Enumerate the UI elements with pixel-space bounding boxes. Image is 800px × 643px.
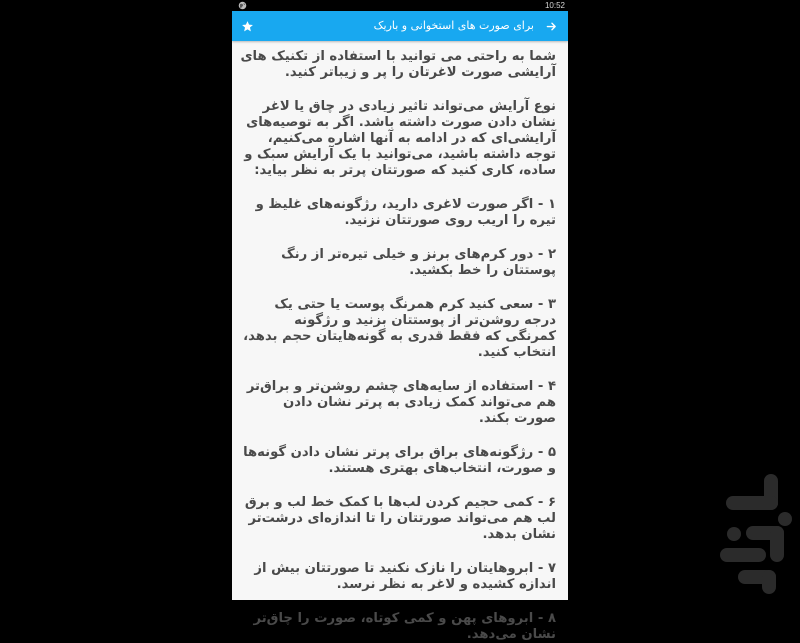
arrow-right-icon bbox=[546, 21, 557, 32]
tip-6: ۶ - کمی حجیم کردن لب‌ها با کمک خط لب و برق لب هم می‌تواند صورتتان را تا اندازه‌ای درشت‌تر نشان بدهد. bbox=[244, 495, 556, 542]
tip-4: ۴ - استفاده از سایه‌های چشم روشن‌تر و براق‌تر هم می‌تواند کمک زیادی به پرتر نشان دادن صورت بکند. bbox=[246, 379, 556, 426]
status-time: 10:52 bbox=[544, 1, 565, 10]
globe-icon bbox=[238, 1, 247, 10]
tip-7: ۷ - ابروهایتان را نازک نکنید تا صورتتان بیش از اندازه کشیده و لاغر به نظر نرسد. bbox=[254, 561, 556, 592]
article-content[interactable] bbox=[232, 41, 568, 642]
phone-screen bbox=[232, 0, 568, 642]
tip-2: ۲ - دور کرم‌های برنز و خیلی تیره‌تر از رنگ پوستتان را خط بکشید. bbox=[281, 247, 556, 278]
bazaar-logo-icon bbox=[720, 472, 796, 596]
article-paragraph-intro: شما به راحتی می توانید با استفاده از تکنیک های آرایشی صورت لاغرتان را پر و زیباتر کنید. bbox=[240, 49, 556, 80]
favorite-button[interactable] bbox=[238, 17, 256, 35]
star-icon bbox=[241, 20, 254, 33]
tip-1: ۱ - اگر صورت لاغری دارید، رژگونه‌های غلیظ و تیره را اریب روی صورتتان نزنید. bbox=[255, 197, 556, 228]
back-button[interactable] bbox=[542, 17, 560, 35]
tip-5: ۵ - رژگونه‌های براق برای پرتر نشان دادن گونه‌ها و صورت، انتخاب‌های بهتری هستند. bbox=[243, 445, 556, 476]
tip-8: ۸ - ابروهای پهن و کمی کوتاه، صورت را چاق‌تر نشان می‌دهد. bbox=[253, 611, 556, 642]
app-toolbar bbox=[232, 11, 568, 41]
status-bar bbox=[232, 0, 568, 11]
tip-3: ۳ - سعی کنید کرم همرنگ پوست یا حتی یک درجه روشن‌تر از پوستتان بزنید و رژگونه کمرنگی که فقط قدری به گونه‌هایتان حجم بدهد، انتخاب کنید. bbox=[243, 297, 556, 360]
article-paragraph-overview: نوع آرایش می‌تواند تاثیر زیادی در چاق یا لاغر نشان دادن صورت داشته باشد. اگر به توصیه‌های آرایشی‌ای که در ادامه به آنها اشاره می‌کنیم، توجه داشته باشید، می‌توانید با یک آرایش سبک و ساده، کاری کنید که صورتتان پرتر به نظر بیاید: bbox=[244, 99, 556, 178]
page-title: برای صورت های استخوانی و باریک bbox=[373, 19, 534, 32]
